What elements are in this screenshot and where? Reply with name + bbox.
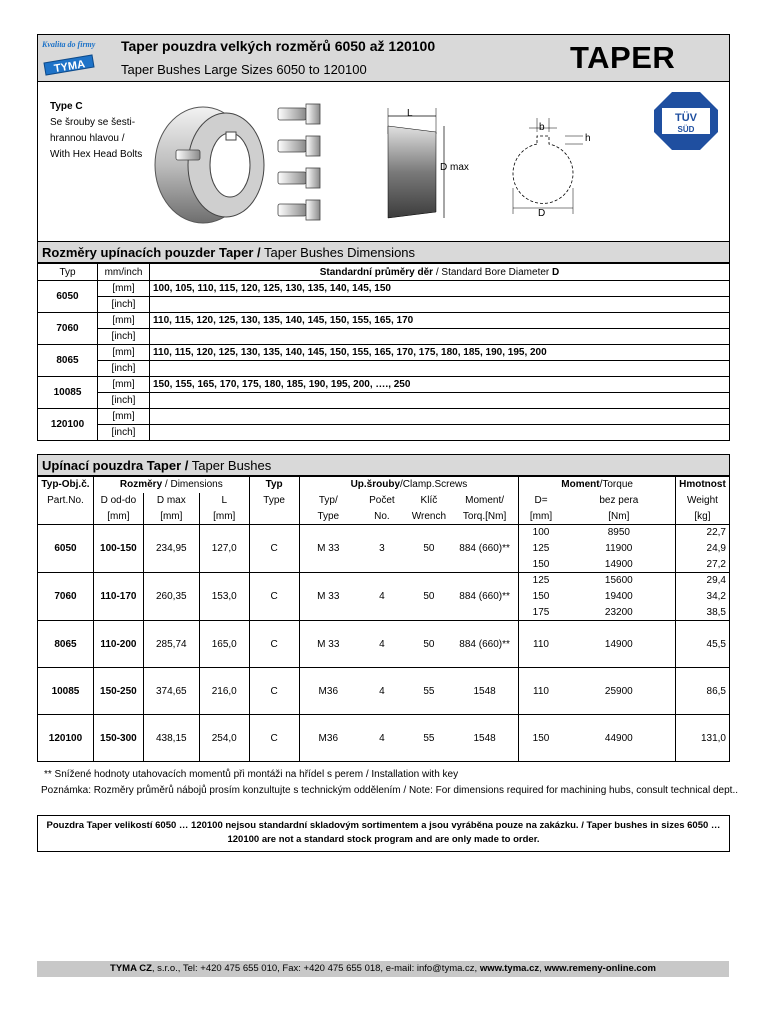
type-cell: 8065 <box>38 345 98 377</box>
tuv-bottom: SÜD <box>677 125 695 134</box>
hdr-rozmery-en: / Dimensions <box>162 479 223 491</box>
d-value: 150 <box>519 557 563 573</box>
d-value: 100 <box>519 525 563 541</box>
hdr-partno: Part.No. <box>47 495 84 506</box>
moment-value: 14900 <box>604 558 633 570</box>
torque-value: 884 (660)** <box>459 543 510 554</box>
label-dmax: D max <box>440 162 469 173</box>
screw-value: M 33 <box>299 621 357 668</box>
moment-value: 8950 <box>607 527 630 539</box>
dmax-value: 438,15 <box>143 715 199 762</box>
wrench-value: 55 <box>407 715 451 762</box>
bore-range: 110-200 <box>93 621 143 668</box>
stock-info-box <box>37 815 730 852</box>
label-l: L <box>407 108 413 119</box>
type-c-label: Type C <box>50 101 83 112</box>
type-c-line3: With Hex Head Bolts <box>50 149 143 160</box>
table-row <box>38 297 730 313</box>
bushes-header-row-2 <box>38 493 730 509</box>
table-row <box>38 313 730 329</box>
hdr-unit-nm: [Nm] <box>563 509 676 525</box>
type-value: C <box>249 573 299 621</box>
part-no: 6050 <box>54 543 77 554</box>
dimensions-title-en: Taper Bushes Dimensions <box>260 245 416 260</box>
bushes-table <box>37 476 730 762</box>
dmax-value: 374,65 <box>143 668 199 715</box>
bushes-header-row-1 <box>38 477 730 493</box>
hdr-unit-mm3: [mm] <box>199 509 249 525</box>
bore-range: 150-250 <box>93 668 143 715</box>
bushes-title-cz: Upínací pouzdra Taper / <box>42 458 189 473</box>
count-value: 3 <box>379 543 385 554</box>
table-row <box>38 715 730 762</box>
table-row <box>38 525 730 541</box>
bore-range: 150-300 <box>93 715 143 762</box>
dimensions-title-cz: Rozměry upínacích pouzder Taper / <box>42 245 261 260</box>
hdr-torq: Torq.[Nm] <box>451 509 519 525</box>
weight-value: 29,4 <box>675 573 729 589</box>
bores-cell <box>150 409 730 425</box>
count-value: 4 <box>357 715 407 762</box>
bushes-section-header <box>37 454 730 476</box>
type-cell: 120100 <box>38 409 98 441</box>
torque-value: 1548 <box>451 668 519 715</box>
logo-slogan: Kvalita do firmy <box>42 40 96 49</box>
table-row <box>38 361 730 377</box>
bores-cell: 110, 115, 120, 125, 130, 135, 140, 145, 150, 155, 165, 170, 175, 180, 185, 190, 195, 200 <box>150 345 730 361</box>
weight-value: 45,5 <box>675 621 729 668</box>
col-type-header: Typ <box>38 264 98 281</box>
footer-contact: , s.r.o., Tel: +420 475 655 010, Fax: +420 475 655 018, e-mail: info@tyma.cz, <box>151 963 480 974</box>
d-value: 175 <box>519 605 563 621</box>
hdr-wrench: Wrench <box>407 509 451 525</box>
hdr-dmax: D max <box>143 493 199 509</box>
table-row <box>38 393 730 409</box>
logo-text: TYMA <box>53 58 86 76</box>
table-row <box>38 409 730 425</box>
d-value: 150 <box>519 589 563 605</box>
hdr-weight: Hmotnost <box>675 477 729 493</box>
unit-mm: [mm] <box>98 281 150 297</box>
hdr-screws-en: /Clamp.Screws <box>400 479 468 491</box>
moment-value: 11900 <box>605 543 633 554</box>
page-title: Taper pouzdra velkých rozměrů 6050 až 120100 <box>121 38 436 54</box>
hdr-no: No. <box>357 509 407 525</box>
table-row <box>38 425 730 441</box>
hdr-rozmery: Rozměry <box>119 479 163 491</box>
unit-mm: [mm] <box>98 345 150 361</box>
type-cell: 10085 <box>38 377 98 409</box>
table-row <box>38 281 730 297</box>
weight-value: 24,9 <box>675 541 729 557</box>
l-value: 216,0 <box>199 668 249 715</box>
type-value: C <box>249 525 299 573</box>
l-value: 127,0 <box>199 525 249 573</box>
type-cell: 6050 <box>38 281 98 313</box>
unit-inch: [inch] <box>98 329 150 345</box>
brand-title: TAPER <box>570 40 676 75</box>
count-value: 4 <box>357 621 407 668</box>
page-subtitle: Taper Bushes Large Sizes 6050 to 120100 <box>121 62 367 77</box>
type-value: C <box>249 621 299 668</box>
bushes-title-en: Taper Bushes <box>188 458 272 473</box>
stock-info-line1: Pouzdra Taper velikostí 6050 … 120100 nejsou standardní skladovým sortimentem a jsou vyráběna pouze na zakázku. / Taper bushes in sizes 6050 … <box>46 820 721 831</box>
dmax-value: 234,95 <box>143 525 199 573</box>
type-c-line1: Se šrouby se šesti- <box>50 117 136 128</box>
hdr-moment-en: /Torque <box>599 479 633 491</box>
unit-mm: [mm] <box>98 313 150 329</box>
hdr-typ-obj: Typ-Obj.č. <box>41 479 90 491</box>
l-value: 153,0 <box>199 573 249 621</box>
wrench-value: 50 <box>407 573 451 621</box>
unit-inch: [inch] <box>98 393 150 409</box>
weight-value: 22,7 <box>675 525 729 541</box>
count-value: 4 <box>357 668 407 715</box>
dmax-value: 285,74 <box>143 621 199 668</box>
weight-value: 27,2 <box>675 557 729 573</box>
hdr-pocet: Počet <box>369 495 395 506</box>
wrench-value: 50 <box>423 543 435 554</box>
torque-value: 1548 <box>451 715 519 762</box>
unit-inch: [inch] <box>98 425 150 441</box>
d-value: 110 <box>519 668 563 715</box>
bore-range: 100-150 <box>93 525 143 573</box>
dimensions-section-header <box>37 241 730 263</box>
front-view-drawing <box>505 118 595 222</box>
bore-range: 110-170 <box>93 573 143 621</box>
label-h: h <box>585 133 591 144</box>
count-value: 4 <box>357 573 407 621</box>
bores-inch-cell <box>150 393 730 409</box>
torque-value: 884 (660)** <box>451 621 519 668</box>
hdr-screw-type: Type <box>299 509 357 525</box>
table-row <box>38 329 730 345</box>
hdr-dod: D od-do <box>93 493 143 509</box>
screw-value: M36 <box>299 668 357 715</box>
d-value: 150 <box>519 715 563 762</box>
torque-value: 884 (660)** <box>451 573 519 621</box>
screw-value: M 33 <box>299 525 357 573</box>
footer-web-link-1[interactable]: www.tyma.cz <box>479 963 540 974</box>
bores-inch-cell <box>150 425 730 441</box>
stock-info-line2: 120100 are not a standard stock program and are only made to order. <box>227 834 540 845</box>
hdr-klic: Klíč <box>420 495 438 506</box>
hdr-moment <box>519 477 676 493</box>
dmax-value: 260,35 <box>143 573 199 621</box>
unit-mm: [mm] <box>98 377 150 393</box>
unit-mm: [mm] <box>98 409 150 425</box>
hdr-bezpera: bez pera <box>599 495 639 506</box>
col-bore-cz: Standardní průměry děr <box>319 266 434 278</box>
footer-web-link-2[interactable]: www.remeny-online.com <box>544 963 656 974</box>
hdr-dimensions <box>93 477 249 493</box>
hdr-type-empty <box>249 509 299 525</box>
hdr-unit-mm2: [mm] <box>143 509 199 525</box>
wrench-value: 55 <box>407 668 451 715</box>
hdr-unit-kg: [kg] <box>675 509 729 525</box>
hdr-screws <box>299 477 519 493</box>
hdr-moment-cz: Moment <box>561 479 600 491</box>
hdr-weight-en: Weight <box>675 493 729 509</box>
table-row <box>38 345 730 361</box>
d-value: 110 <box>519 621 563 668</box>
weight-value: 34,2 <box>675 589 729 605</box>
moment-value: 14900 <box>563 621 676 668</box>
part-no: 10085 <box>38 668 94 715</box>
weight-value: 86,5 <box>675 668 729 715</box>
part-no: 8065 <box>38 621 94 668</box>
d-value: 125 <box>519 573 563 589</box>
note-torque: ** Snížené hodnoty utahovacích momentů při montáži na hřídel s perem / Installation with key <box>44 769 459 780</box>
note-dimensions: Poznámka: Rozměry průměrů nábojů prosím konzultujte s technickým oddělením / Note: For dimensions required for machining hubs, consult technical dept.. <box>41 785 739 796</box>
col-bore-header <box>150 264 730 281</box>
moment-value: 19400 <box>604 591 633 602</box>
tuv-top: TÜV <box>675 112 697 124</box>
moment-value: 44900 <box>563 715 676 762</box>
table-row <box>38 573 730 589</box>
hdr-type: Type <box>249 493 299 509</box>
type-cell: 7060 <box>38 313 98 345</box>
hdr-unit-mm4: [mm] <box>519 509 563 525</box>
moment-value: 15600 <box>563 573 676 589</box>
footer-bar <box>37 961 729 977</box>
hdr-screws-cz: Up.šrouby <box>350 479 401 491</box>
wrench-value: 50 <box>407 621 451 668</box>
bush-illustration <box>148 100 338 230</box>
footer-separator: , <box>539 963 545 974</box>
bores-cell: 110, 115, 120, 125, 130, 135, 140, 145, 150, 155, 165, 170 <box>150 313 730 329</box>
screw-value: M 33 <box>299 573 357 621</box>
footer-company: TYMA CZ <box>110 963 152 974</box>
part-no: 7060 <box>38 573 94 621</box>
d-value: 125 <box>519 541 563 557</box>
type-value: C <box>249 715 299 762</box>
unit-inch: [inch] <box>98 297 150 313</box>
table-row <box>38 621 730 668</box>
tyma-logo <box>40 37 96 79</box>
l-value: 254,0 <box>199 715 249 762</box>
bushes-header-row-3 <box>38 509 730 525</box>
moment-value: 25900 <box>563 668 676 715</box>
screw-value: M36 <box>299 715 357 762</box>
col-unit-header: mm/inch <box>98 264 150 281</box>
weight-value: 131,0 <box>675 715 729 762</box>
col-bore-en: / Standard Bore Diameter <box>433 266 553 278</box>
type-c-caption <box>50 99 142 163</box>
table-row <box>38 377 730 393</box>
bores-inch-cell <box>150 329 730 345</box>
hdr-typ: Typ <box>249 477 299 493</box>
label-b: b <box>539 122 545 133</box>
label-d: D <box>538 208 546 219</box>
bores-inch-cell <box>150 361 730 377</box>
type-value: C <box>249 668 299 715</box>
tuv-logo <box>652 90 720 152</box>
unit-inch: [inch] <box>98 361 150 377</box>
hdr-empty <box>38 509 94 525</box>
weight-value: 38,5 <box>675 605 729 621</box>
type-c-line2: hrannou hlavou / <box>50 133 125 144</box>
bores-cell: 150, 155, 165, 170, 175, 180, 185, 190, 195, 200, …., 250 <box>150 377 730 393</box>
col-bore-d: D <box>552 266 560 278</box>
l-value: 165,0 <box>199 621 249 668</box>
bores-cell: 100, 105, 110, 115, 120, 125, 130, 135, 140, 145, 150 <box>150 281 730 297</box>
table-row <box>38 668 730 715</box>
dimensions-header-row <box>38 264 730 281</box>
hdr-screw-typ: Typ/ <box>299 493 357 509</box>
moment-value: 23200 <box>604 606 633 618</box>
dimensions-table <box>37 263 730 441</box>
hdr-unit-mm1: [mm] <box>93 509 143 525</box>
hdr-d-eq: D= <box>519 493 563 509</box>
hdr-l: L <box>199 493 249 509</box>
part-no: 120100 <box>38 715 94 762</box>
bores-inch-cell <box>150 297 730 313</box>
hdr-screw-moment: Moment/ <box>465 495 505 506</box>
